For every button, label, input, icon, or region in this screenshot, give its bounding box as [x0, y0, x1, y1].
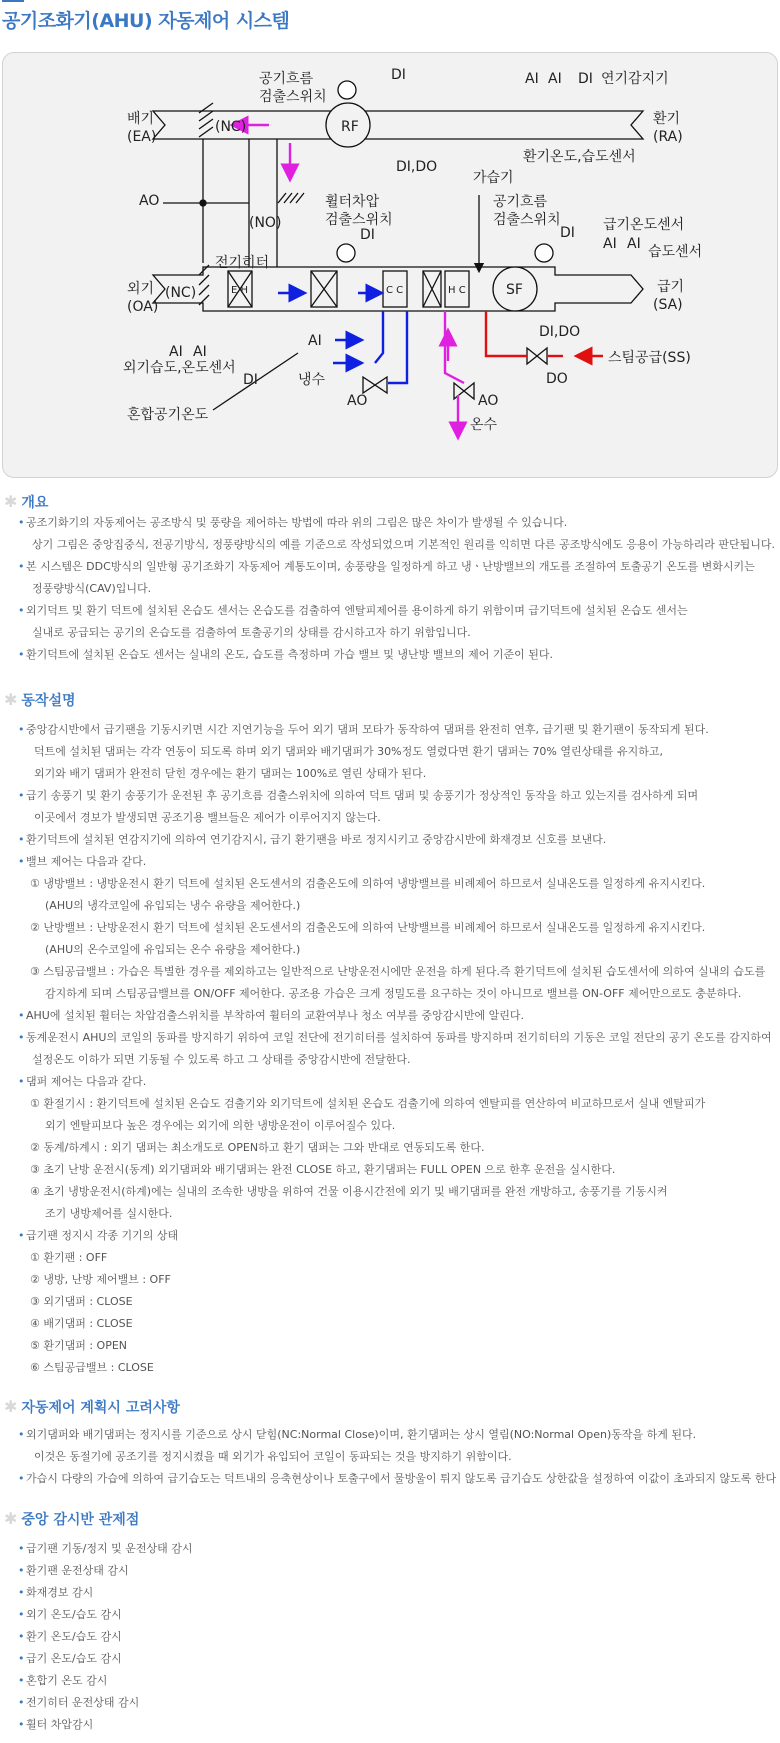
op-line-6: • 환기덕트에 설치된 연감지기에 의하여 연기감지시, 급기 환기팬을 바로 정지시키고 중앙감시반에 화재경보 신호를 보낸다. [26, 829, 606, 851]
lbl-return-sensor: 환기온도,습도센서 [523, 149, 636, 165]
op-line-18: ① 환절기시 : 환기덕트에 설치된 온습도 검출기와 외기덕트에 설치된 온습도 검출기에 의하여 엔탈피를 연산하여 비교하므로서 실내 엔탈피가 [30, 1097, 706, 1110]
lbl-sa-2: (SA) [653, 297, 683, 313]
op-line-16: 설정온도 이하가 되면 기동될 수 있도록 하고 그 상태를 중앙감시반에 전달한다. [32, 1053, 411, 1066]
section-considerations [4, 1396, 180, 1418]
lbl-airflow-sa-1: 공기흐름 [493, 194, 548, 210]
lbl-sa-1: 급기 [657, 279, 685, 295]
monitor-item: • 혼합기 온도 감시 [26, 1670, 107, 1692]
lbl-ai-oa1: AI [169, 344, 183, 360]
steam-valve [527, 348, 547, 364]
op-line-30: ⑥ 스팀공급밸브 : CLOSE [30, 1361, 154, 1374]
lbl-ai-s2: AI [627, 236, 641, 252]
section-monitor-points [4, 1508, 139, 1530]
section-title: 동작설명 [21, 693, 76, 709]
overview-line-2: 상기 그림은 중앙집중식, 전공기방식, 정풍량방식의 예를 기준으로 작성되었으며 기본적인 원리를 익히면 다른 공조방식에도 응용이 가능하리라 판단됩니다. [32, 538, 775, 551]
lbl-di-do-rf: DI,DO [396, 159, 438, 175]
lbl-filter-1: 휠터차압 [325, 194, 380, 210]
lbl-hum-sensor: 습도센서 [648, 244, 703, 260]
lbl-no: (NO) [249, 215, 282, 231]
section-title: 자동제어 계획시 고려사항 [21, 1400, 180, 1416]
lbl-nc-oa: (NC) [165, 285, 197, 301]
cons-line-2: 이것은 동절기에 공조기를 정지시켰을 때 외기가 유입되어 코일이 동파되는 것을 방지하기 위함이다. [34, 1450, 512, 1463]
df-switch-filter [337, 244, 355, 262]
lbl-oa-2: (OA) [127, 299, 159, 315]
lbl-eh: E H [231, 285, 249, 296]
monitor-item: • 환기팬 운전상태 감시 [26, 1560, 129, 1582]
op-line-9: (AHU의 냉각코일에 유입되는 냉수 유량을 제어한다.) [45, 899, 301, 912]
lbl-di-oa: DI [243, 372, 258, 388]
op-line-5: 이곳에서 경보가 발생되면 공조기용 밸브들은 제어가 이루어지지 않는다. [34, 811, 381, 824]
op-line-19: 외기 엔탈피보다 높은 경우에는 외기에 의한 냉방운전이 이루어질수 있다. [45, 1119, 396, 1132]
op-line-24: • 급기팬 정지시 각종 기기의 상태 [26, 1225, 178, 1247]
op-line-12: ③ 스팀공급밸브 : 가습은 특별한 경우를 제외하고는 일반적으로 난방운전시에만 운전을 하게 된다.즉 환기덕트에 설치된 습도센서에 의하여 실내의 습도를 [30, 965, 766, 978]
lbl-ai-s1: AI [603, 236, 617, 252]
cons-line-1: • 외기댐퍼와 배기댐퍼는 정지시를 기준으로 상시 닫힘(NC:Normal Close)이며, 환기댐퍼는 상시 열림(NO:Normal Open)동작을 하게 된다. [26, 1424, 696, 1446]
op-line-22: ④ 초기 냉방운전시(하계)에는 실내의 조속한 냉방을 위하여 건물 이용시간전에 외기 및 배기댐퍼를 완전 개방하고, 송풍기를 기동시켜 [30, 1185, 668, 1198]
op-line-7: • 밸브 제어는 다음과 같다. [26, 851, 146, 873]
lbl-return-2: (RA) [653, 129, 683, 145]
op-line-10: ② 난방밸브 : 난방운전시 환기 덕트에 설치된 온도센서의 검출온도에 의하여 난방밸브를 비례제어 하므로서 실내온도를 일정하게 유지시킨다. [30, 921, 706, 934]
lbl-ai-t: AI [308, 333, 322, 349]
lbl-exhaust-1: 배기 [127, 111, 155, 127]
lbl-ao-chw: AO [347, 393, 368, 409]
section-title: 개요 [21, 495, 49, 511]
op-line-20: ② 동계/하계시 : 외기 댐퍼는 최소개도로 OPEN하고 환기 댐퍼는 그와 반대로 연동되도록 한다. [30, 1141, 485, 1154]
lbl-return-1: 환기 [653, 111, 681, 127]
steam-pipe [486, 311, 527, 356]
op-line-26: ② 냉방, 난방 제어밸브 : OFF [30, 1273, 171, 1286]
page-title: 공기조화기(AHU) 자동제어 시스템 [2, 10, 290, 32]
op-line-4: • 급기 송풍기 및 환기 송풍기가 운전된 후 공기흐름 검출스위치에 의하여 덕트 댐퍼 및 송풍기가 정상적인 동작을 하고 있는지를 검사하게 되며 [26, 785, 698, 807]
oa-damper-hatch [199, 265, 209, 305]
star-icon: ✱ [4, 690, 18, 709]
lbl-oa-1: 외기 [127, 281, 155, 297]
op-line-15: • 동계운전시 AHU의 코일의 동파를 방지하기 위하여 코일 전단에 전기히터를 설치하여 동파를 방지하며 전기히터의 기동은 코일 전단의 공기 온도를 감지하여 [26, 1027, 772, 1049]
op-line-14: • AHU에 설치된 휠터는 차압검출스위치를 부착하여 휠터의 교환여부나 청소 여부를 중앙감시반에 알린다. [26, 1005, 524, 1027]
ea-damper-hatch [199, 103, 213, 137]
df-switch-top [338, 81, 356, 99]
lbl-mixed: 혼합공기온도 [127, 407, 209, 423]
cons-line-3: • 가습시 다량의 가습에 의하여 급기습도는 덕트내의 응축현상이나 토출구에서 물방울이 튀지 않도록 급기습도 상한값을 설정하여 이값이 초과되지 않도록 한다 [26, 1468, 776, 1490]
lbl-filter-2: 검출스위치 [325, 212, 393, 228]
lbl-sf: SF [506, 282, 523, 298]
lbl-chw: 냉수 [298, 372, 326, 388]
chw-return [388, 311, 407, 383]
section-title: 중앙 감시반 관제점 [21, 1512, 140, 1528]
monitor-item: • 환기 온도/습도 감시 [26, 1626, 122, 1648]
op-line-1: • 중앙감시반에서 급기팬을 기동시키면 시간 지연기능을 두어 외기 댐퍼 모타가 동작하여 댐퍼를 완전히 연후, 급기팬 및 환기팬이 동작되게 된다. [26, 719, 709, 741]
lbl-airflow-top-2: 검출스위치 [259, 89, 327, 105]
lbl-hc: H C [448, 285, 466, 296]
ra-damper-hatch [278, 193, 304, 203]
filter-1-x [311, 271, 337, 307]
overview-line-1: • 공조기화기의 자동제어는 공조방식 및 풍량을 제어하는 방법에 따라 위의 그림은 많은 차이가 발생될 수 있습니다. [26, 512, 567, 534]
star-icon: ✱ [4, 1509, 18, 1528]
ahu-diagram-svg [3, 53, 777, 477]
star-icon: ✱ [4, 1397, 18, 1416]
op-line-17: • 댐퍼 제어는 다음과 같다. [26, 1071, 146, 1093]
op-line-13: 감지하게 되며 스팀공급밸브를 ON/OFF 제어한다. 공조용 가습은 크게 정밀도를 요구하는 것이 아니므로 밸브를 ON-OFF 제어만으로도 충분하다. [45, 987, 742, 1000]
op-line-3: 외기와 배기 댐퍼가 완전히 닫힌 경우에는 환기 댐퍼는 100%로 열린 상태가 된다. [34, 767, 427, 780]
lbl-ao-hw: AO [478, 393, 499, 409]
op-line-23: 조기 냉방제어를 실시한다. [45, 1207, 173, 1220]
lbl-supply-sensor: 급기온도센서 [603, 217, 685, 233]
section-overview [4, 491, 48, 513]
lbl-do-steam: DO [546, 371, 568, 387]
op-line-28: ④ 배기댐퍼 : CLOSE [30, 1317, 133, 1330]
op-line-11: (AHU의 온수코일에 유입되는 온수 유량을 제어한다.) [45, 943, 301, 956]
lbl-heater: 전기히터 [215, 255, 270, 271]
lbl-ai-oa2: AI [193, 344, 207, 360]
op-line-8: ① 냉방밸브 : 냉방운전시 환기 덕트에 설치된 온도센서의 검출온도에 의하여 냉방밸브를 비례제어 하므로서 실내온도를 일정하게 유지시킨다. [30, 877, 706, 890]
op-line-21: ③ 초기 난방 운전시(동계) 외기댐퍼와 배기댐퍼는 완전 CLOSE 하고, 환기댐퍼는 FULL OPEN 으로 한후 운전을 실시한다. [30, 1163, 616, 1176]
op-line-2: 덕트에 설치된 댐퍼는 각각 연동이 되도록 하며 외기 댐퍼와 배기댐퍼가 30%정도 열렸다면 환기 댐퍼는 70% 열린상태를 유지하고, [34, 745, 664, 758]
lbl-humidifier: 가습기 [473, 170, 514, 186]
lbl-di-filter: DI [360, 227, 375, 243]
title-accent-bar [2, 0, 24, 2]
lbl-di-sa: DI [560, 225, 575, 241]
lbl-airflow-sa-2: 검출스위치 [493, 212, 561, 228]
lbl-rf: RF [341, 119, 359, 135]
op-line-25: ① 환기팬 : OFF [30, 1251, 108, 1264]
star-icon: ✱ [4, 492, 18, 511]
lbl-ai2: AI [548, 71, 562, 87]
lbl-oa-sensor: 외기습도,온도센서 [123, 360, 236, 376]
overview-line-3: • 본 시스템은 DDC방식의 일반형 공기조화기 자동제어 계통도이며, 송풍량을 일정하게 하고 냉ㆍ난방밸브의 개도를 조절하여 토출공기 온도를 변화시키는 [26, 556, 755, 578]
lbl-steam: 스팀공급(SS) [608, 350, 691, 366]
filter-2-x [423, 271, 441, 307]
monitor-item: • 화재경보 감시 [26, 1582, 93, 1604]
overview-line-6: 실내로 공급되는 공기의 온습도를 검출하여 토출공기의 상태를 감시하고자 하기 위함입니다. [32, 626, 471, 639]
df-switch-supply [535, 244, 553, 262]
chw-pipe [375, 311, 383, 363]
monitor-item: • 휠터 차압감시 [26, 1714, 93, 1736]
lbl-cc: C C [386, 285, 404, 296]
overview-line-7: • 환기덕트에 설치된 온습도 센서는 실내의 온도, 습도를 측정하며 가습 밸브 및 냉난방 밸브의 제어 기준이 된다. [26, 644, 553, 666]
monitor-item: • 외기 온도/습도 감시 [26, 1604, 122, 1626]
lbl-smoke-detector: 연기감지기 [601, 71, 669, 87]
lbl-di-do-sf: DI,DO [539, 324, 581, 340]
monitor-item: • 급기팬 기동/정지 및 운전상태 감시 [26, 1538, 192, 1560]
chw-valve [363, 377, 387, 393]
lbl-nc-top: (NC) [215, 119, 247, 135]
overview-line-5: • 외기덕트 및 환기 덕트에 설치된 온습도 센서는 온습도를 검출하여 엔탈피제어를 용이하게 하기 위함이며 급기덕트에 설치된 온습도 센서는 [26, 600, 688, 622]
lbl-di-top: DI [391, 67, 406, 83]
lbl-exhaust-2: (EA) [127, 129, 157, 145]
monitor-item: • 급기 온도/습도 감시 [26, 1648, 122, 1670]
ao-junction [200, 200, 206, 206]
lbl-ao-left: AO [139, 193, 160, 209]
lbl-hw: 온수 [470, 417, 498, 433]
op-line-27: ③ 외기댐퍼 : CLOSE [30, 1295, 133, 1308]
op-line-29: ⑤ 환기댐퍼 : OPEN [30, 1339, 128, 1352]
monitor-item: • 전기히터 운전상태 감시 [26, 1692, 139, 1714]
overview-line-4: 정풍량방식(CAV)입니다. [32, 582, 152, 595]
section-operation [4, 689, 76, 711]
lbl-ai1: AI [525, 71, 539, 87]
lbl-di-smoke: DI [578, 71, 593, 87]
lbl-airflow-top-1: 공기흐름 [259, 71, 314, 87]
ahu-diagram [2, 52, 778, 478]
